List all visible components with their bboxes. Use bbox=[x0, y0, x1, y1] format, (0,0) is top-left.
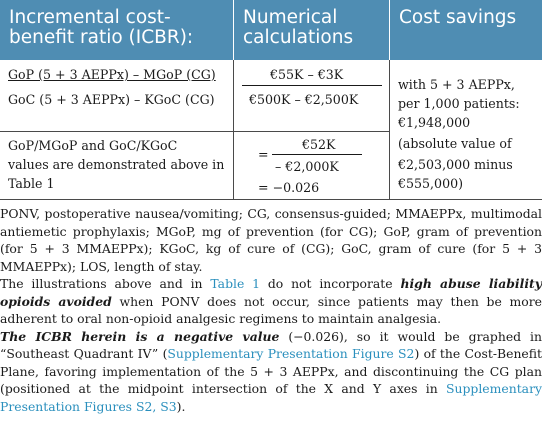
savings-line-2: per 1,000 patients: bbox=[398, 96, 520, 111]
calc-result-numerator: €52K bbox=[302, 137, 336, 152]
header-numerical bbox=[234, 0, 389, 60]
calc-equals-sign: = bbox=[258, 147, 269, 162]
opioid-note-text-c: when PONV does not occur, since patients may then be more adherent to oral non-opioid analgesic regimens to maintain analgesia. bbox=[0, 293, 542, 326]
savings-line-3: €1,948,000 bbox=[398, 115, 471, 130]
calc-result-denominator: – €2,000K bbox=[275, 159, 339, 174]
header-icbr-label: Incremental cost- benefit ratio (ICBR): bbox=[9, 7, 194, 48]
header-icbr bbox=[0, 0, 233, 60]
calc-denominator: €500K – €2,500K bbox=[249, 92, 359, 107]
icbr-note bbox=[0, 328, 542, 416]
opioid-note-text-a: The illustrations above and in bbox=[0, 276, 211, 291]
savings-line-4: (absolute value of bbox=[398, 136, 512, 151]
calc-fraction-line bbox=[242, 85, 382, 86]
header-savings bbox=[390, 0, 542, 60]
header-savings-label: Cost savings bbox=[399, 7, 517, 28]
savings-line-1: with 5 + 3 AEPPx, bbox=[398, 77, 515, 92]
icbr-note-text-a: (−0.026), so it would be graphed in “Southeast Quadrant IV” ( bbox=[0, 328, 542, 361]
icbr-note-text-c: ). bbox=[176, 398, 186, 414]
calc-result-fraction-line bbox=[272, 154, 362, 155]
savings-line-6: €555,000) bbox=[398, 176, 464, 191]
icbr-description-line-1: GoP/MGoP and GoC/KGoC bbox=[8, 138, 178, 153]
icbr-numerator: GoP (5 + 3 AEPPx) – MGoP (CG) bbox=[8, 67, 216, 82]
row-divider bbox=[0, 131, 389, 132]
icbr-note-text-b: ) of the Cost-Benefit Plane, favoring implementation of the 5 + 3 AEPPx, and discontinuing the CG plan (positioned at the midpoint intersection of the X and Y axes in bbox=[0, 346, 542, 396]
icbr-note-emphasis: The ICBR herein is a negative value bbox=[0, 328, 280, 344]
calc-numerator: €55K – €3K bbox=[270, 67, 344, 82]
calc-result-value: = −0.026 bbox=[258, 180, 320, 195]
icbr-description-line-2: values are demonstrated above in bbox=[8, 157, 225, 172]
figures-s2-s3-link[interactable]: Supplementary Presentation Figures S2, S3 bbox=[0, 381, 542, 414]
icbr-description-line-3: Table 1 bbox=[8, 176, 55, 191]
opioid-note-text-b: do not incorporate bbox=[260, 276, 401, 291]
savings-line-5: €2,503,000 minus bbox=[398, 157, 513, 172]
table-bottom-rule bbox=[0, 199, 542, 200]
opioid-note-emphasis: high abuse liability opioids avoided bbox=[0, 276, 542, 309]
opioid-note bbox=[0, 275, 542, 328]
figure-s2-link[interactable]: Supplementary Presentation Figure S2 bbox=[167, 346, 415, 361]
abbreviations-note: PONV, postoperative nausea/vomiting; CG, consensus-guided; MMAEPPx, multimodal antiemetic prophylaxis; MGoP, mg of prevention (for CG); GoP, gram of prevention (for 5 + 3 MMAEPPx); KGoC, kg of cure of (CG); GoC, gram of cure (for 5 + 3 MMAEPPx); LOS, length of stay. bbox=[0, 206, 542, 274]
header-numerical-label: Numerical calculations bbox=[243, 7, 354, 48]
table-1-link[interactable]: Table 1 bbox=[210, 276, 261, 291]
table-footnotes bbox=[0, 205, 542, 415]
icbr-denominator: GoC (5 + 3 AEPPx) – KGoC (CG) bbox=[8, 92, 215, 107]
icbr-table bbox=[0, 0, 542, 200]
